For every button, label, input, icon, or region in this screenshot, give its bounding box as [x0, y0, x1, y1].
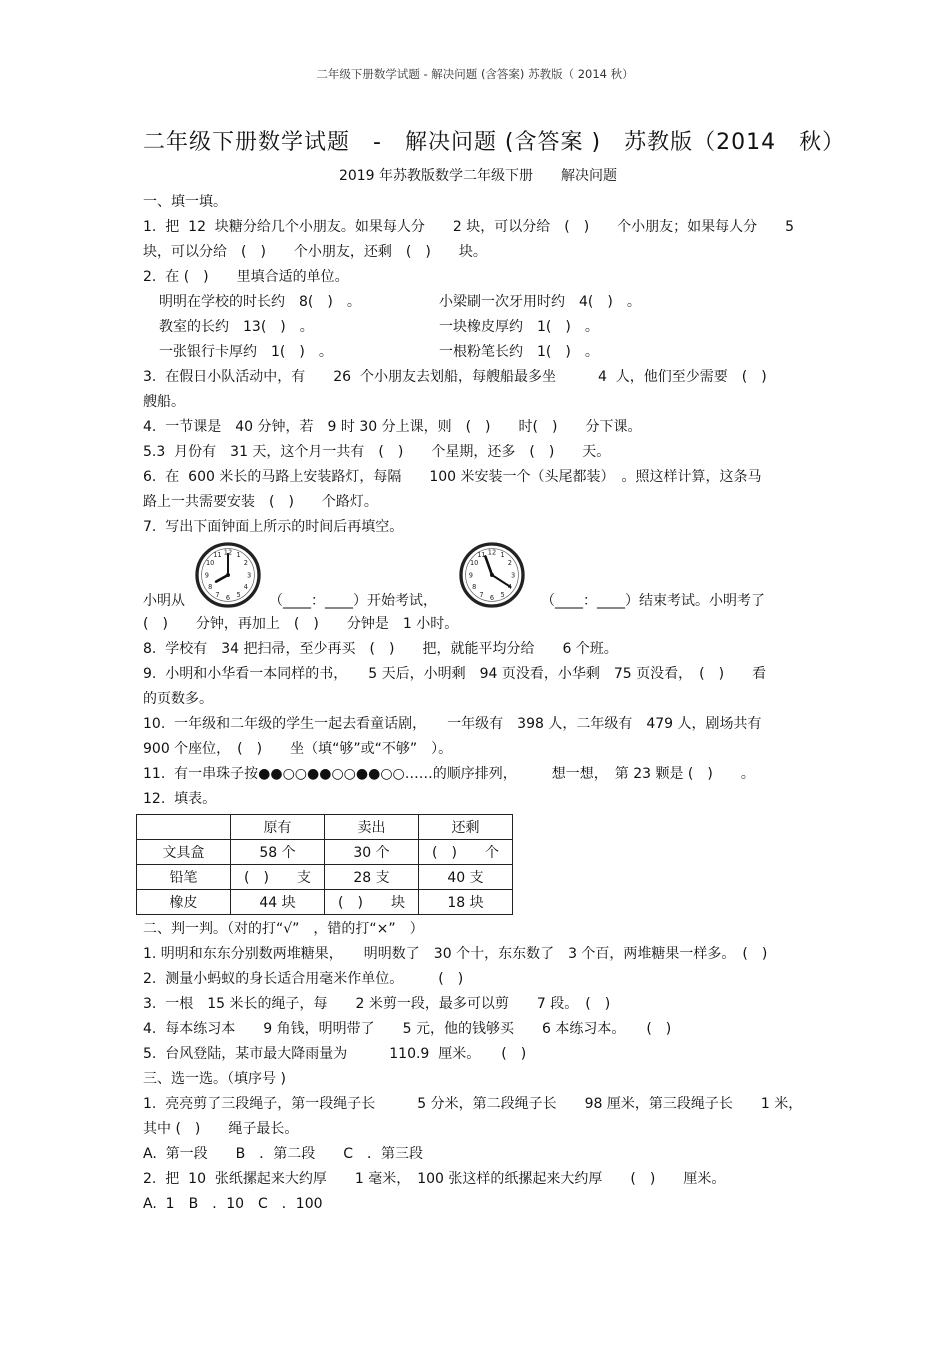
svg-text:6: 6	[489, 594, 495, 603]
question-6-line-2: 路上一共需要安装 ( ) 个路灯。	[143, 494, 378, 510]
table-row	[137, 890, 513, 915]
table-header-cell: 原有	[231, 815, 325, 840]
question-9-line-1: 9. 小明和小华看一本同样的书， 5 天后，小明剩 94 页没看，小华剩 75 页没看， ( ) 看	[143, 666, 767, 682]
section-3-heading: 三、选一选。（填序号 )	[143, 1071, 286, 1087]
question-2-item: 教室的长约 13( ) 。	[159, 319, 314, 335]
svg-text:10: 10	[469, 559, 479, 568]
table-cell: 40 支	[419, 865, 513, 890]
table-header-cell: 卖出	[325, 815, 419, 840]
choice-2: 2. 把 10 张纸摞起来大约厚 1 毫米， 100 张这样的纸摞起来大约厚 ( ) 厘米。	[143, 1171, 726, 1187]
svg-text:6: 6	[225, 594, 231, 603]
table-cell-blank[interactable]: ( ) 块	[325, 890, 419, 915]
table-cell: 铅笔	[137, 865, 231, 890]
table-header-row	[137, 815, 513, 840]
svg-text:10: 10	[205, 559, 215, 568]
svg-text:2: 2	[243, 559, 248, 568]
table-cell: 58 个	[231, 840, 325, 865]
question-6-line-1: 6. 在 600 米长的马路上安装路灯，每隔 100 米安装一个（头尾都装） 。照这样计算，这条马	[143, 469, 762, 485]
judge-item: 4. 每本练习本 9 角钱，明明带了 5 元，他的钱够买 6 本练习本。 ( )	[143, 1021, 672, 1037]
svg-text:11: 11	[477, 551, 486, 560]
svg-text:1: 1	[500, 551, 505, 560]
svg-text:2: 2	[507, 559, 512, 568]
question-2-item: 小梁刷一次牙用时约 4( ) 。	[439, 294, 641, 310]
table-cell: 文具盒	[137, 840, 231, 865]
choice-1-line-2: 其中 ( ) 绳子最长。	[143, 1121, 299, 1137]
table-cell: 18 块	[419, 890, 513, 915]
question-2-item: 一块橡皮厚约 1( ) 。	[439, 319, 599, 335]
question-7-clock-row	[143, 540, 813, 612]
svg-text:8: 8	[208, 582, 213, 591]
svg-text:3: 3	[511, 571, 516, 580]
table-cell: 橡皮	[137, 890, 231, 915]
table-cell: 30 个	[325, 840, 419, 865]
question-2-item: 一张银行卡厚约 1( ) 。	[159, 344, 333, 360]
table-cell-blank[interactable]: ( ) 个	[419, 840, 513, 865]
table-header-cell: 还剩	[419, 815, 513, 840]
question-9-line-2: 的页数多。	[143, 691, 213, 707]
question-8: 8. 学校有 34 把扫帚，至少再买 ( ) 把，就能平均分给 6 个班。	[143, 641, 618, 657]
question-7-line-2: ( ) 分钟，再加上 ( ) 分钟是 1 小时。	[143, 616, 459, 632]
svg-text:9: 9	[468, 571, 473, 580]
judge-item: 2. 测量小蚂蚁的身长适合用毫米作单位。 ( )	[143, 971, 464, 987]
svg-text:11: 11	[213, 551, 222, 560]
question-11: 11. 有一串珠子按●●○○●●○○●●○○……的顺序排列， 想一想， 第 23 颗是 ( ) 。	[143, 766, 755, 782]
question-3-line-1: 3. 在假日小队活动中，有 26 个小朋友去划船，每艘船最多坐 4 人，他们至少需要 ( )	[143, 369, 767, 385]
svg-text:8: 8	[472, 582, 477, 591]
section-1-heading: 一、填一填。	[143, 194, 227, 210]
svg-text:7: 7	[479, 590, 484, 599]
question-10-line-2: 900 个座位， ( ) 坐（填“够”或“不够” ）。	[143, 741, 453, 757]
judge-item: 1. 明明和东东分别数两堆糖果， 明明数了 30 个十，东东数了 3 个百，两堆糖果一样多。 ( )	[143, 946, 768, 962]
question-2-item: 明明在学校的时长约 8( ) 。	[159, 294, 361, 310]
choice-1-options: A. 第一段 B ．第二段 C ．第三段	[143, 1146, 424, 1162]
start-time-blank: （____：____）开始考试，	[269, 593, 437, 609]
question-2-item: 一根粉笔长约 1( ) 。	[439, 344, 599, 360]
question-12: 12. 填表。	[143, 791, 217, 807]
table-row	[137, 840, 513, 865]
table-cell: 28 支	[325, 865, 419, 890]
choice-2-options: A. 1 B ．10 C ．100	[143, 1196, 323, 1212]
table-header-cell	[137, 815, 231, 840]
running-header: 二年级下册数学试题 - 解决问题 (含答案) 苏教版（ 2014 秋）	[316, 67, 634, 81]
table-row	[137, 865, 513, 890]
worksheet	[143, 128, 846, 1217]
svg-text:12: 12	[223, 548, 233, 557]
end-clock	[459, 542, 525, 612]
question-1-line-1: 1. 把 12 块糖分给几个小朋友。如果每人分 2 块，可以分给 ( ) 个小朋友；如果每人分 5	[143, 219, 795, 235]
question-2-row-1	[143, 290, 813, 315]
judge-item: 5. 台风登陆，某市最大降雨量为 110.9 厘米。 ( )	[143, 1046, 527, 1062]
svg-text:4: 4	[243, 582, 248, 591]
choice-1-line-1: 1. 亮亮剪了三段绳子，第一段绳子长 5 分米，第二段绳子长 98 厘米，第三段绳子长 1 米，	[143, 1096, 803, 1112]
question-3-line-2: 艘船。	[143, 394, 185, 410]
question-10-line-1: 10. 一年级和二年级的学生一起去看童话剧， 一年级有 398 人，二年级有 479 人，剧场共有	[143, 716, 762, 732]
svg-text:9: 9	[204, 571, 209, 580]
question-1-line-2: 块，可以分给 ( ) 个小朋友，还剩 ( ) 块。	[143, 244, 487, 260]
question-7: 7. 写出下面钟面上所示的时间后再填空。	[143, 519, 404, 535]
section-2-heading: 二、判一判。（对的打“√” ，错的打“×” ）	[143, 921, 424, 937]
page-subtitle: 2019 年苏教版数学二年级下册 解决问题	[338, 168, 618, 184]
fill-table	[136, 814, 513, 915]
svg-text:3: 3	[247, 571, 252, 580]
svg-text:12: 12	[487, 548, 497, 557]
page-title: 二年级下册数学试题 - 解决问题 (含答案 ) 苏教版（2014 秋）	[143, 130, 846, 155]
question-2: 2. 在 ( ) 里填合适的单位。	[143, 269, 349, 285]
question-5: 5.3 月份有 31 天，这个月一共有 ( ) 个星期，还多 ( ) 天。	[143, 444, 611, 460]
svg-text:5: 5	[236, 590, 241, 599]
question-4: 4. 一节课是 40 分钟，若 9 时 30 分上课，则 ( ) 时( ) 分下课。	[143, 419, 642, 435]
table-cell: 44 块	[231, 890, 325, 915]
clock-icon	[459, 542, 525, 608]
svg-text:5: 5	[500, 590, 505, 599]
question-2-row-3	[143, 340, 813, 365]
question-7-from-label: 小明从	[143, 593, 185, 609]
question-2-row-2	[143, 315, 813, 340]
start-clock	[195, 542, 261, 612]
table-cell-blank[interactable]: ( ) 支	[231, 865, 325, 890]
end-time-blank: （____：____）结束考试。小明考了	[541, 593, 765, 609]
judge-item: 3. 一根 15 米长的绳子，每 2 米剪一段，最多可以剪 7 段。 ( )	[143, 996, 611, 1012]
clock-icon	[195, 542, 261, 608]
svg-text:1: 1	[236, 551, 241, 560]
svg-text:7: 7	[215, 590, 220, 599]
